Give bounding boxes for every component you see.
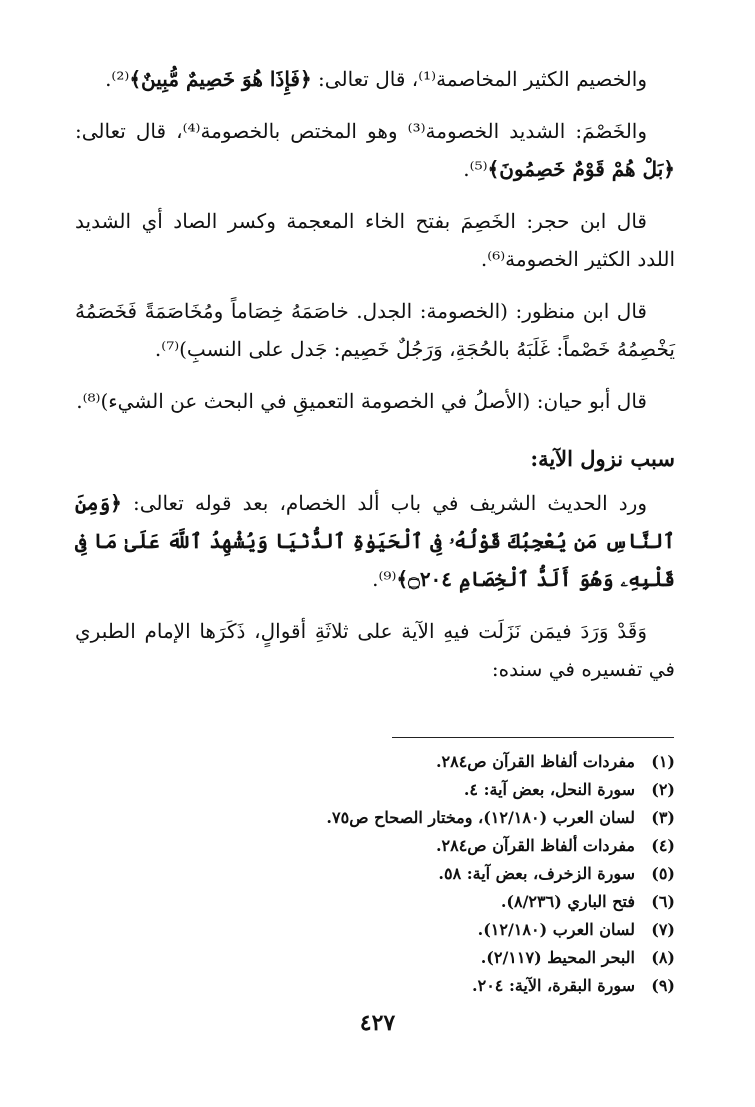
footnote-number: (٦) [651, 892, 675, 911]
footnote-item [75, 804, 675, 832]
footnote-text: فتح الباري (٨/٢٣٦). [500, 892, 635, 911]
page-number: ٤٢٧ [359, 1010, 396, 1036]
footnote-text: سورة البقرة، الآية: ٢٠٤. [472, 976, 635, 995]
paragraph-text: والخَصْمَ: الشديد الخصومة⁽³⁾ وهو المختص بالخصومة⁽⁴⁾، قال تعالى: [75, 119, 648, 143]
footnote-number: (٣) [651, 808, 675, 827]
section-heading: سبب نزول الآية: [530, 446, 675, 471]
footnote-number: (٧) [651, 920, 675, 939]
footnote-ref: ⁽²⁾. [105, 67, 130, 91]
main-text [75, 60, 675, 702]
footnote-item [75, 944, 675, 972]
paragraph-tabari [75, 612, 675, 688]
footnote-text: سورة الزخرف، بعض آية: ٥٨. [438, 864, 635, 883]
footnote-item [75, 860, 675, 888]
footnote-divider [392, 737, 674, 738]
footnote-item [75, 916, 675, 944]
footnote-text: مفردات ألفاظ القرآن ص٢٨٤. [435, 752, 635, 771]
footnote-number: (٢) [651, 780, 675, 799]
footnote-number: (٩) [651, 976, 675, 995]
footnote-item [75, 776, 675, 804]
footnote-number: (٥) [651, 864, 675, 883]
footnote-text: لسان العرب (١٢/١٨٠). [477, 920, 635, 939]
footnote-number: (٨) [651, 948, 675, 967]
footnote-number: (٤) [651, 836, 675, 855]
footnote-ref: ⁽⁹⁾. [372, 567, 397, 591]
paragraph-khasm [75, 112, 675, 188]
paragraph-khasim [75, 60, 675, 98]
footnotes-list [75, 748, 675, 1000]
footnote-item [75, 888, 675, 916]
footnote-ref: ⁽⁵⁾. [463, 157, 488, 181]
paragraph-ibn-hajar [75, 202, 675, 278]
paragraph-text: قال ابن منظور: (الخصومة: الجدل. خاصَمَهُ خِصَاماً ومُخَاصَمَةً فَخَصَمُهُ يَخْصِمُهُ خَصْماً: غَلَبَهُ بالحُجَةِ، وَرَجُلٌ خَصِيم: جَدل على النسبِ)⁽⁷⁾. [75, 299, 675, 361]
paragraph-text: ورد الحديث الشريف في باب ألد الخصام، بعد قوله تعالى: [121, 491, 647, 515]
footnote-text: مفردات ألفاظ القرآن ص٢٨٤. [435, 836, 635, 855]
footnote-text: سورة النحل، بعض آية: ٤. [463, 780, 635, 799]
footnote-item [75, 748, 675, 776]
footnote-item [75, 972, 675, 1000]
footnote-text: البحر المحيط (٢/١١٧). [480, 948, 635, 967]
paragraph-text: وَقَدْ وَرَدَ فيمَن نَزَلَت فيهِ الآية على ثلاثَةِ أقوالٍ، ذَكَرَها الإمام الطبري في تفسيره في سنده: [75, 619, 675, 681]
paragraph-text: والخصيم الكثير المخاصمة⁽¹⁾، قال تعالى: [311, 67, 647, 91]
footnote-text: لسان العرب (١٢/١٨٠)، ومختار الصحاح ص٧٥. [326, 808, 635, 827]
quran-verse: ﴿بَلْ هُمْ قَوْمٌ خَصِمُونَ﴾ [487, 157, 675, 181]
paragraph-text: قال ابن حجر: الخَصِمَ بفتح الخاء المعجمة وكسر الصاد أي الشديد اللدد الكثير الخصومة⁽⁶⁾. [75, 209, 675, 271]
paragraph-text: قال أبو حيان: (الأصلُ في الخصومة التعميقِ في البحث عن الشيء)⁽⁸⁾. [76, 389, 647, 413]
paragraph-abu-hayyan [75, 382, 675, 420]
paragraph-hadith [75, 484, 675, 598]
quran-verse: ﴿فَإِذَا هُوَ خَصِيمٌ مُّبِينٌ﴾ [129, 67, 312, 91]
footnote-item [75, 832, 675, 860]
paragraph-ibn-manzur [75, 292, 675, 368]
footnote-number: (١) [651, 752, 675, 771]
quran-verse: ﴿وَمِنَ ٱلنَّاسِ مَن يُعْجِبُكَ قَوْلُهُۥ فِى ٱلْحَيَوٰةِ ٱلدُّنْيَا وَيُشْهِدُ ٱللَّهَ عَلَىٰ مَا فِى قَلْبِهِۦ وَهُوَ أَلَدُّ ٱلْخِصَامِ ۝٢٠٤﴾ [75, 491, 675, 591]
